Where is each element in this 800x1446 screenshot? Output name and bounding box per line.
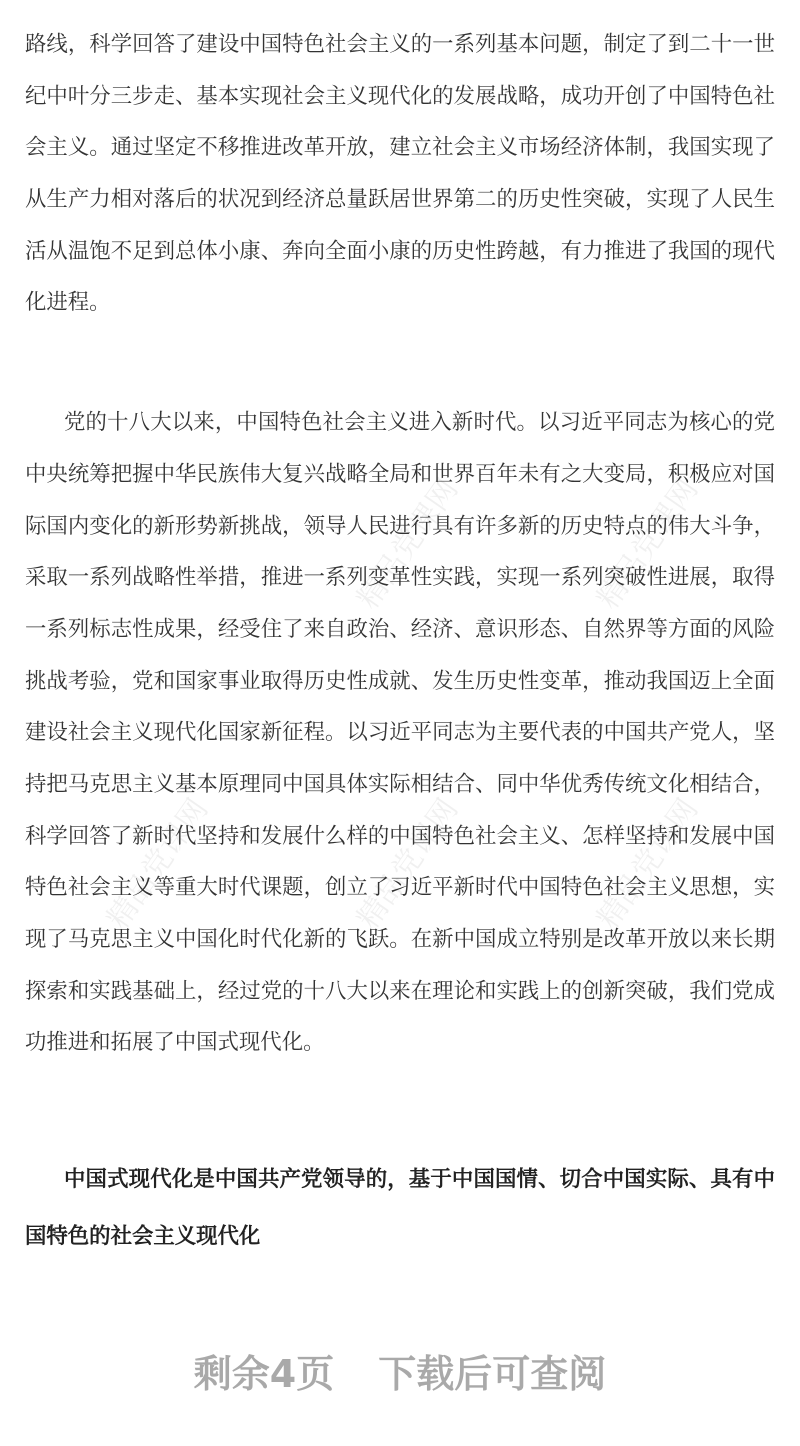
text-line: 现了马克思主义中国化时代化新的飞跃。在新中国成立特别是改革开放以来长期 [25, 927, 775, 952]
text-line: 探索和实践基础上，经过党的十八大以来在理论和实践上的创新突破，我们党成 [25, 979, 775, 1004]
text-line: 从生产力相对落后的状况到经济总量跃居世界第二的历史性突破，实现了人民生 [25, 187, 775, 212]
text-line: 纪中叶分三步走、基本实现社会主义现代化的发展战略，成功开创了中国特色社 [25, 84, 775, 109]
download-hint-label: 下载后可查阅 [378, 1352, 607, 1396]
watermark: 精品党课网 [590, 472, 706, 616]
heading-line: 国特色的社会主义现代化 [25, 1224, 261, 1249]
text-line: 党的十八大以来，中国特色社会主义进入新时代。以习近平同志为核心的党 [64, 410, 775, 435]
text-line: 功推进和拓展了中国式现代化。 [25, 1030, 325, 1055]
text-line: 一系列标志性成果，经受住了来自政治、经济、意识形态、自然界等方面的风险 [25, 617, 775, 642]
text-line: 建设社会主义现代化国家新征程。以习近平同志为主要代表的中国共产党人，坚 [25, 720, 775, 745]
watermark: 精品党课网 [350, 472, 466, 616]
remaining-pages-label: 剩余4页 [193, 1352, 335, 1396]
text-line: 中央统筹把握中华民族伟大复兴战略全局和世界百年未有之大变局，积极应对国 [25, 462, 775, 487]
text-line: 际国内变化的新形势新挑战，领导人民进行具有许多新的历史特点的伟大斗争， [25, 514, 775, 539]
heading-line: 中国式现代化是中国共产党领导的，基于中国国情、切合中国实际、具有中 [64, 1167, 775, 1192]
text-line: 活从温饱不足到总体小康、奔向全面小康的历史性跨越，有力推进了我国的现代 [25, 239, 775, 264]
text-line: 持把马克思主义基本原理同中国具体实际相结合、同中华优秀传统文化相结合， [25, 772, 775, 797]
text-line: 会主义。通过坚定不移推进改革开放，建立社会主义市场经济体制，我国实现了 [25, 135, 775, 160]
text-line: 化进程。 [25, 290, 111, 315]
watermark: 精品党课网 [100, 792, 216, 936]
text-line: 路线，科学回答了建设中国特色社会主义的一系列基本问题，制定了到二十一世 [25, 32, 775, 57]
watermark: 精品党课网 [350, 792, 466, 936]
text-line: 采取一系列战略性举措，推进一系列变革性实践，实现一系列突破性进展，取得 [25, 565, 775, 590]
watermark: 精品党课网 [590, 792, 706, 936]
text-line: 挑战考验，党和国家事业取得历史性成就、发生历史性变革，推动我国迈上全面 [25, 669, 775, 694]
text-line: 特色社会主义等重大时代课题，创立了习近平新时代中国特色社会主义思想，实 [25, 875, 775, 900]
text-line: 科学回答了新时代坚持和发展什么样的中国特色社会主义、怎样坚持和发展中国 [25, 824, 775, 849]
download-prompt[interactable] [0, 1343, 800, 1398]
